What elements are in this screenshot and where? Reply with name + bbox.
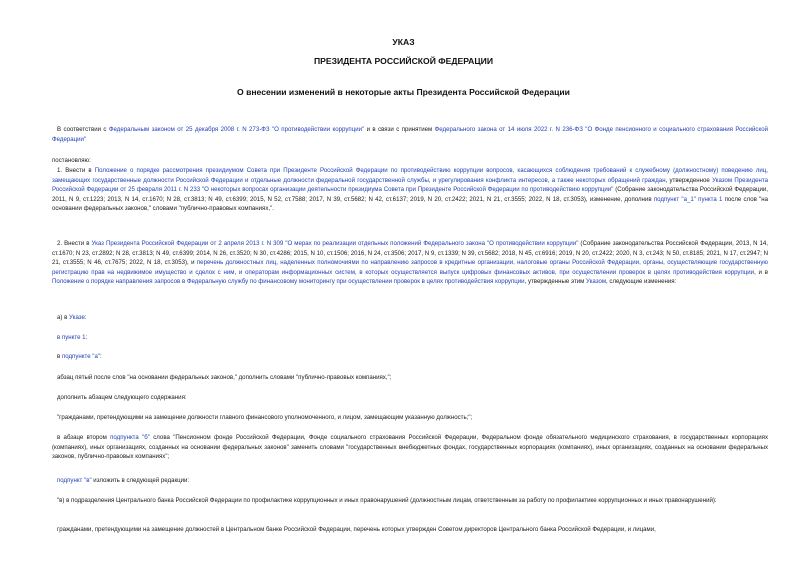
link-subparagraph-v[interactable]: подпункт "в" (57, 477, 92, 484)
link-decree-309[interactable]: Указ Президента Российской Федерации от 2 апреля 2013 г. N 309 "О мерах по реализации отдельных положений Федерального закона "О противодействии коррупции" (91, 240, 579, 247)
resolve-text: постановляю: (52, 157, 91, 164)
document-title: УКАЗ (392, 37, 415, 47)
subitem-point-1: в пункте 1: (57, 334, 88, 341)
intro-paragraph: В соответствии с Федеральным законом от 25 декабря 2008 г. N 273-ФЗ "О противодействии коррупции" и в связи с принятием Федерального закона от 14 июля 2022 г. N 236-ФЗ "О Фонде пенсионного и социального страхования Российской Федерации" (52, 126, 769, 143)
subitem-v-paragraph: подпункт "в" изложить в следующей редакции: (57, 477, 190, 484)
link-officials-list[interactable]: перечень должностных лиц, наделенных полномочиями по направлению запросов в кредитные организации, налоговые органы Российской Федерации, органы, осуществляющие государственную регистрацию прав на недвижимое имущество и сделок с ним, и операторам информационных систем, в которых осуществляется выпуск цифровых финансовых активов, при осуществлении проверок в целях противодействия коррупции (52, 259, 768, 276)
document-subtitle: ПРЕЗИДЕНТА РОССИЙСКОЙ ФЕДЕРАЦИИ (313, 56, 494, 66)
link-regulation-requests[interactable]: Положение о порядке направления запросов в Федеральную службу по финансовому мониторингу при осуществлении проверок в целях противодействия коррупции (52, 278, 525, 286)
paragraph-1: 1. Внести в Положение о порядке рассмотрения президиумом Совета при Президенте Российской Федерации по противодействию коррупции вопросов, касающихся соблюдения требований к служебному (должностному) поведению лиц, замещающих государственные должности Российской Федерации и отдельные должности федеральной государственной службы, и урегулирования конфликта интересов, а также некоторых обращений граждан, утвержденное Указом Президента Российской Федерации от 25 февраля 2011 г. N 233 "О некоторых вопросах организации деятельности президиума Совета при Президенте Российской Федерации по противодействию коррупции" (Собрание законодательства Российской Федерации, 2011, N 9, ст.1223; 2013, N 14, ст.1670; N 28, ст.3813; N 49, ст.6399; 2015, N 52, ст.7588; 2017, N 39, ст.5682; N 42, ст.6137; 2019, N 20, ст.2422; 2021, N 21, ст.3555; 2022, N 18, ст.3053), изменение, дополнив подпункт "а_1" пункта 1 после слов "на основании федеральных законов," словами "публично-правовых компаниях,". (52, 167, 768, 213)
link-federal-law-273[interactable]: Федеральным законом от 25 декабря 2008 г. N 273-ФЗ "О противодействии коррупции" (108, 126, 365, 133)
link-subparagraph-b[interactable]: подпункта "б" (110, 434, 150, 441)
subitem-a: а) в Указе: (57, 314, 87, 321)
link-decree-a[interactable]: Указе (69, 314, 85, 321)
link-federal-law-236[interactable]: Федерального закона от 14 июля 2022 г. N 236-ФЗ "О Фонде пенсионного и социального страхования Российской Федерации" (52, 126, 769, 143)
link-regulation-presidium[interactable]: Положение о порядке рассмотрения президиумом Совета при Президенте Российской Федерации по противодействию коррупции вопросов, касающихся соблюдения требований к служебному (должностному) поведению лиц, замещающих государственные должности Российской Федерации и отдельные должности федеральной государственной службы, и урегулирования конфликта интересов, а также некоторых обращений граждан (52, 167, 768, 184)
link-decree[interactable]: Указом (586, 278, 607, 286)
link-point-1[interactable]: в пункте 1 (57, 334, 86, 341)
paragraph-2: 2. Внести в Указ Президента Российской Федерации от 2 апреля 2013 г. N 309 "О мерах по реализации отдельных положений Федерального закона "О противодействии коррупции" (Собрание законодательства Российской Федерации, 2013, N 14, ст.1670; N 23, ст.2892; N 28, ст.3813; N 49, ст.6399; 2014, N 26, ст.3520; N 30, ст.4286; 2015, N 10, ст.1506; 2016, N 24, ст.3506; 2017, N 9, ст.1339; N 39, ст.5682; 2018, N 45, ст.6916; 2019, N 20, ст.2422; 2020, N 3, ст.243; N 50, ст.8185; 2021, N 17, ст.2947; N 21, ст.3555; N 46, ст.7675; 2022, N 18, ст.3053), и перечень должностных лиц, наделенных полномочиями по направлению запросов в кредитные организации, налоговые органы Российской Федерации, органы, осуществляющие государственную регистрацию прав на недвижимое имущество и сделок с ним, и операторам информационных систем, в которых осуществляется выпуск цифровых финансовых активов, при осуществлении проверок в целях противодействия коррупции, и в Положение о порядке направления запросов в Федеральную службу по финансовому мониторингу при осуществлении проверок в целях противодействия коррупции, утвержденные этим Указом, следующие изменения: (52, 240, 768, 286)
quoted-citizens-text: "гражданами, претендующими на замещение должности главного финансового уполномоченного, и лицом, замещающим указанную должность;"; (57, 414, 473, 421)
document-heading: О внесении изменений в некоторые акты Президента Российской Федерации (237, 87, 570, 97)
central-bank-candidates-paragraph: гражданами, претендующими на замещение должностей в Центральном банке Российской Федерации, перечень которых утвержден Советом директоров Центрального банка Российской Федерации, и лицами, (57, 526, 656, 533)
add-abzac-text: дополнить абзацем следующего содержания: (57, 394, 187, 401)
central-bank-paragraph: "в) в подразделения Центрального банка Российской Федерации по профилактике коррупционных и иных правонарушений (должностным лицам, ответственным за работу по профилактике коррупционных и иных правонарушений): (57, 497, 717, 504)
abzac-5-text: абзац пятый после слов "на основании федеральных законов," дополнить словами "публично-правовых компаниях,"; (57, 374, 392, 381)
link-subparagraph-a1[interactable]: подпункт "а_1" пункта 1 (653, 195, 723, 203)
link-decree-233[interactable]: Указом Президента Российской Федерации от 25 февраля 2011 г. N 233 "О некоторых вопросах организации деятельности президиума Совета при Президенте Российской Федерации по противодействию коррупции" (52, 176, 768, 194)
subitem-b-paragraph: в абзаце втором подпункта "б" слова "Пенсионном фонде Российской Федерации, Фонде социального страхования Российской Федерации, Федеральном фонде обязательного медицинского страхования, в государственных корпорациях (компаниях), иных организациях, созданных на основании федеральных законов" заменить словами "государственных внебюджетных фондах, государственных корпорациях (компаниях), иных организациях, созданных на основании федеральных законов, публично-правовых компаниях"; (52, 434, 768, 461)
link-subparagraph-a[interactable]: подпункте "а" (61, 353, 101, 360)
subitem-a-sub: в подпункте "а": (57, 353, 102, 360)
